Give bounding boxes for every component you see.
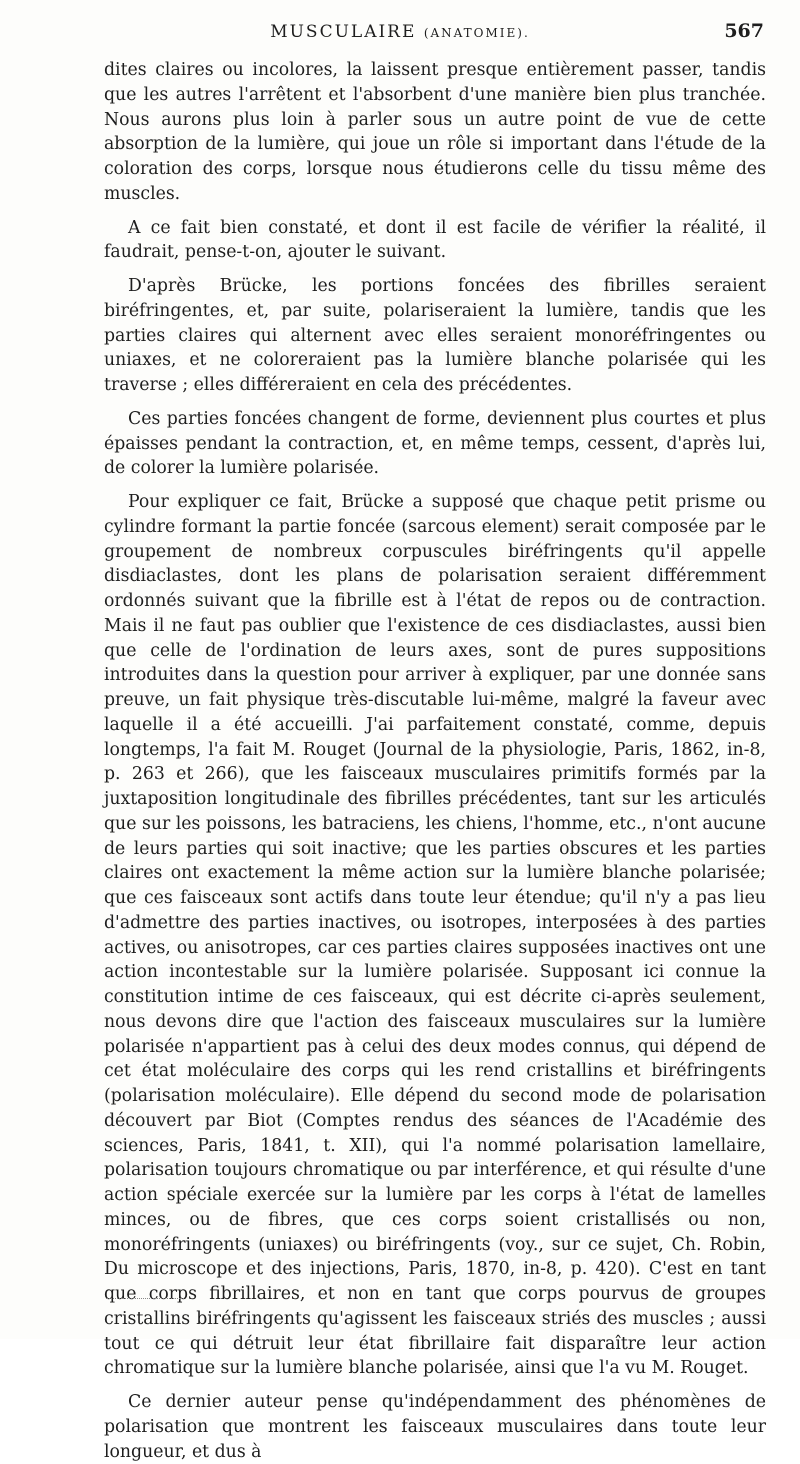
footer-rule xyxy=(106,1298,186,1299)
paragraph: D'après Brücke, les portions foncées des fibrilles seraient biréfringentes, et, par suite, polariseraient la lumière, tandis que les parties claires qui alternent avec elles seraient monoréfringentes ou uniaxes, et ne coloreraient pas la lumière blanche polarisée qui les traverse ; elles différeraient en cela des précédentes. xyxy=(104,276,766,395)
page-number: 567 xyxy=(724,20,764,42)
paragraph: dites claires ou incolores, la laissent presque entièrement passer, tandis que les autres l'arrêtent et l'absorbent d'une manière bien plus tranchée. Nous aurons plus loin à parler sous un autre point de vue de cette absorption de la lumière, qui joue un rôle si important dans l'étude de la coloration des corps, lorsque nous étudierons celle du tissu même des muscles. xyxy=(104,60,766,204)
running-header xyxy=(0,18,800,48)
body-text xyxy=(104,58,766,1464)
paragraph: Ce dernier auteur pense qu'indépendamment des phénomènes de polarisation que montrent les faisceaux musculaires dans toute leur longueur, et dus à xyxy=(104,1392,766,1462)
paragraph: Pour expliquer ce fait, Brücke a supposé que chaque petit prisme ou cylindre formant la partie foncée (sarcous element) serait composée par le groupement de nombreux corpuscules biréfringents qu'il appelle disdiaclastes, dont les plans de polarisation seraient différemment ordonnés suivant que la fibrille est à l'état de repos ou de contraction. Mais il ne faut pas oublier que l'existence de ces disdiaclastes, aussi bien que celle de l'ordination de leurs axes, sont de pures suppositions introduites dans la question pour arriver à expliquer, par une donnée sans preuve, un fait physique très-discutable lui-même, malgré la faveur avec laquelle il a été accueilli. J'ai parfaitement constaté, comme, depuis longtemps, l'a fait M. Rouget (Journal de la physiologie, Paris, 1862, in-8, p. 263 et 266), que les faisceaux musculaires primitifs formés par la juxtaposition longitudinale des fibrilles précédentes, tant sur les articulés que sur les poissons, les batraciens, les chiens, l'homme, etc., n'ont aucune de leurs parties qui soit inactive; que les parties obscures et les parties claires ont exactement la même action sur la lumière blanche polarisée; que ces faisceaux sont actifs dans toute leur étendue; qu'il n'y a pas lieu d'admettre des parties inactives, ou isotropes, interposées à des parties actives, ou anisotropes, car ces parties claires supposées inactives ont une action incontestable sur la lumière polarisée. Supposant ici connue la constitution intime de ces faisceaux, qui est décrite ci-après seulement, nous devons dire que l'action des faisceaux musculaires sur la lumière polarisée n'appartient pas à celui des deux modes connus, qui dépend de cet état moléculaire des corps qui les rend cristallins et biréfringents (polarisation moléculaire). Elle dépend du second mode de polarisation découvert par Biot (Comptes rendus des séances de l'Académie des sciences, Paris, 1841, t. XII), qui l'a nommé polarisation lamellaire, polarisation toujours chromatique ou par interférence, et qui résulte d'une action spéciale exercée sur la lumière par les corps à l'état de lamelles minces, ou de fibres, que ces corps soient cristallisés ou non, monoréfringents (uniaxes) ou biréfringents (voy., sur ce sujet, Ch. Robin, Du microscope et des injections, Paris, 1870, in-8, p. 420). C'est en tant que corps fibrillaires, et non en tant que corps pourvus de groupes cristallins biréfringents qu'agissent les faisceaux striés des muscles ; aussi tout ce qui détruit leur état fibrillaire fait disparaître leur action chromatique sur la lumière blanche polarisée, ainsi que l'a vu M. Rouget. xyxy=(104,492,766,1379)
running-title-paren: (ANATOMIE). xyxy=(423,26,530,40)
running-title xyxy=(0,22,800,42)
paragraph: A ce fait bien constaté, et dont il est facile de vérifier la réalité, il faudrait, pense-t-on, ajouter le suivant. xyxy=(104,217,766,263)
running-title-main: MUSCULAIRE xyxy=(270,22,417,42)
paragraph: Ces parties foncées changent de forme, deviennent plus courtes et plus épaisses pendant la contraction, et, en même temps, cessent, d'après lui, de colorer la lumière polarisée. xyxy=(104,408,766,479)
